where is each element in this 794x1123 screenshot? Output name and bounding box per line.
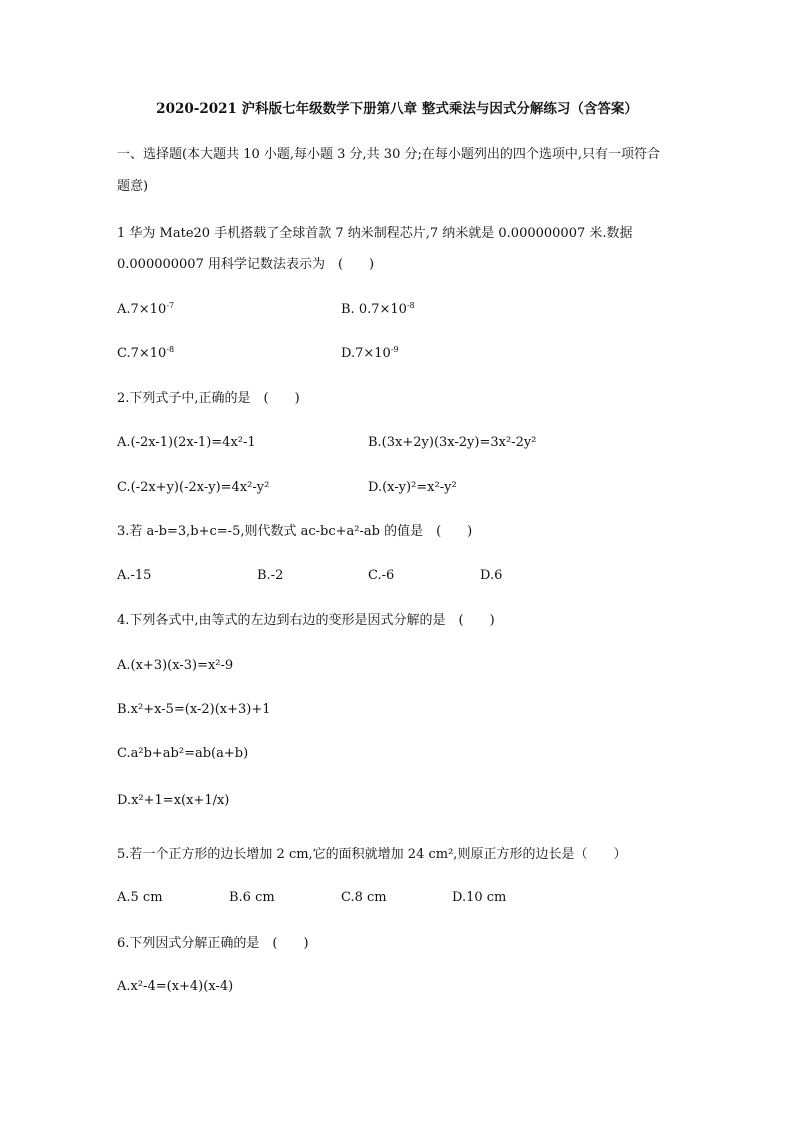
q5-option-a: A.5 cm: [117, 890, 163, 905]
q3-option-a: A.-15: [117, 568, 152, 583]
q2-option-a: A.(-2x-1)(2x-1)=4x²-1: [117, 435, 256, 450]
q3-option-b: B.-2: [257, 568, 284, 583]
q1-option-c-text: C.7×10: [117, 346, 167, 361]
q3-stem: 3.若 a-b=3,b+c=-5,则代数式 ac-bc+a²-ab 的值是 ( ): [117, 524, 473, 539]
q4-option-b: B.x²+x-5=(x-2)(x+3)+1: [117, 702, 271, 717]
q1-option-b: [341, 303, 415, 316]
q1-option-c-exponent: -8: [166, 345, 175, 354]
section-heading-line2: 题意): [117, 179, 149, 194]
q1-option-a: [117, 303, 174, 316]
q5-stem: 5.若一个正方形的边长增加 2 cm,它的面积就增加 24 cm²,则原正方形的边长是（ ）: [117, 847, 627, 862]
q4-option-a: A.(x+3)(x-3)=x²-9: [117, 658, 234, 673]
q1-option-a-text: A.7×10: [117, 302, 167, 317]
q3-option-c: C.-6: [368, 568, 395, 583]
q6-option-a: A.x²-4=(x+4)(x-4): [117, 979, 234, 994]
q4-option-c: C.a²b+ab²=ab(a+b): [117, 746, 249, 761]
q2-option-d: D.(x-y)²=x²-y²: [368, 480, 457, 495]
q1-option-d-exponent: -9: [390, 345, 399, 354]
q5-option-c: C.8 cm: [341, 890, 387, 905]
section-heading-line1: 一、选择题(本大题共 10 小题,每小题 3 分,共 30 分;在每小题列出的四个选项中,只有一项符合: [117, 147, 660, 162]
q6-stem: 6.下列因式分解正确的是 ( ): [117, 936, 309, 951]
q1-option-b-exponent: -8: [406, 301, 415, 310]
q1-stem-line1: 1 华为 Mate20 手机搭载了全球首款 7 纳米制程芯片,7 纳米就是 0.000000007 米.数据: [117, 226, 633, 241]
q1-option-d: [341, 347, 399, 360]
q5-option-b: B.6 cm: [229, 890, 275, 905]
q1-option-c: [117, 347, 174, 360]
q1-option-a-exponent: -7: [166, 301, 175, 310]
q4-stem: 4.下列各式中,由等式的左边到右边的变形是因式分解的是 ( ): [117, 613, 495, 628]
q2-stem: 2.下列式子中,正确的是 ( ): [117, 391, 300, 406]
q4-option-d: D.x²+1=x(x+1/x): [117, 793, 230, 808]
q3-option-d: D.6: [480, 568, 503, 583]
q2-option-c: C.(-2x+y)(-2x-y)=4x²-y²: [117, 480, 270, 495]
q1-option-d-text: D.7×10: [341, 346, 391, 361]
q2-option-b: B.(3x+2y)(3x-2y)=3x²-2y²: [368, 435, 537, 450]
document-title: 2020-2021 沪科版七年级数学下册第八章 整式乘法与因式分解练习（含答案）: [156, 101, 638, 117]
q1-option-b-text: B. 0.7×10: [341, 302, 407, 317]
q1-stem-line2: 0.000000007 用科学记数法表示为 ( ): [117, 257, 375, 272]
q5-option-d: D.10 cm: [452, 890, 507, 905]
